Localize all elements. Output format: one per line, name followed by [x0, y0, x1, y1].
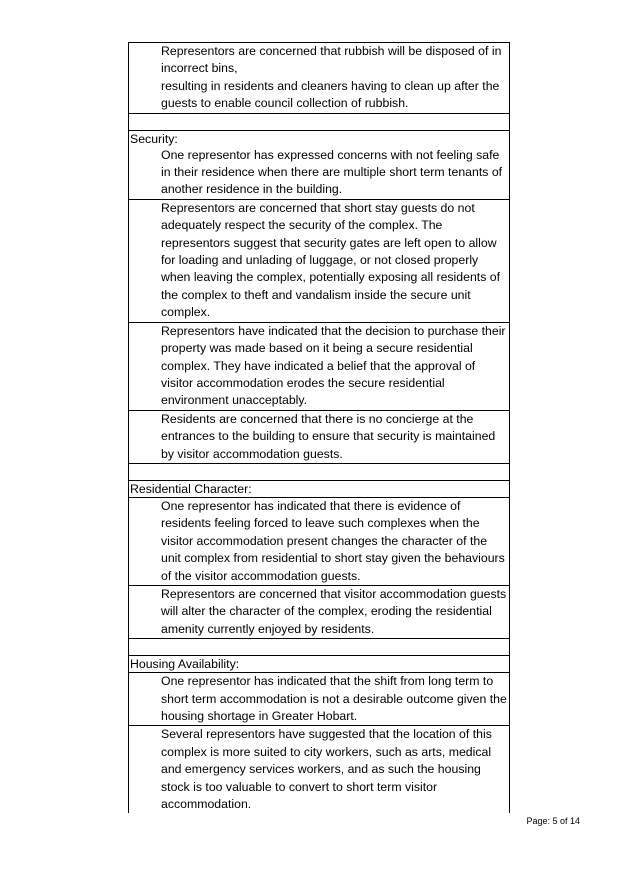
- table-row: [129, 42, 509, 113]
- representations-table: [128, 42, 510, 813]
- list-item: One representor has indicated that the shift from long term to short term accommodation is not a desirable outcome given the housing shortage in Greater Hobart.: [161, 674, 507, 723]
- spacer-row: [129, 113, 509, 130]
- table-row: [129, 585, 509, 638]
- list-item: One representor has indicated that there is evidence of residents feeling forced to leave such complexes when the visitor accommodation present changes the character of the unit complex from residential to short stay given the behaviours of the visitor accommodation guests.: [161, 498, 505, 583]
- item-text: Representors are concerned that rubbish will be disposed of in incorrect bins,: [161, 44, 502, 76]
- list-item: Representors have indicated that the decision to purchase their property was made based on it being a secure residential complex. They have indicated a belief that the approval of visitor accommodation erodes the secure residential environment unacceptably.: [161, 323, 506, 408]
- section-heading-security: Security:: [129, 130, 509, 147]
- list-item: [129, 43, 509, 113]
- list-item: Several representors have suggested that the location of this complex is more suited to city workers, such as arts, medical and emergency services workers, and as such the housing stock is too valuable to convert to short term visitor accommodation.: [161, 727, 492, 812]
- table-row: [129, 199, 509, 322]
- table-row: [129, 725, 509, 813]
- table-row: [129, 322, 509, 410]
- list-item: Residents are concerned that there is no concierge at the entrances to the building to ensure that security is maintained by visitor accommodation guests.: [161, 411, 496, 461]
- list-item: One representor has expressed concerns with not feeling safe in their residence when there are multiple short term tenants of another residence in the building.: [161, 147, 503, 197]
- spacer-row: [129, 638, 509, 655]
- table-row: [129, 147, 509, 199]
- list-item: Representors are concerned that short stay guests do not adequately respect the security of the complex. The representors suggest that security gates are left open to allow for loading and unlading of luggage, or not closed properly when leaving the complex, potentially exposing all residents of the complex to theft and vandalism inside the secure unit complex.: [161, 200, 501, 320]
- spacer-row: [129, 463, 509, 480]
- table-row: [129, 672, 509, 725]
- item-text: resulting in residents and cleaners having to clean up after the guests to enable council collection of rubbish.: [161, 78, 500, 111]
- list-item: Representors are concerned that visitor accommodation guests will alter the character of the complex, eroding the residential amenity currently enjoyed by residents.: [161, 586, 507, 636]
- page-number: Page: 5 of 14: [526, 816, 580, 826]
- section-heading-housing: Housing Availability:: [129, 655, 509, 672]
- table-row: [129, 497, 509, 585]
- section-heading-residential: Residential Character:: [129, 480, 509, 497]
- table-row: [129, 410, 509, 463]
